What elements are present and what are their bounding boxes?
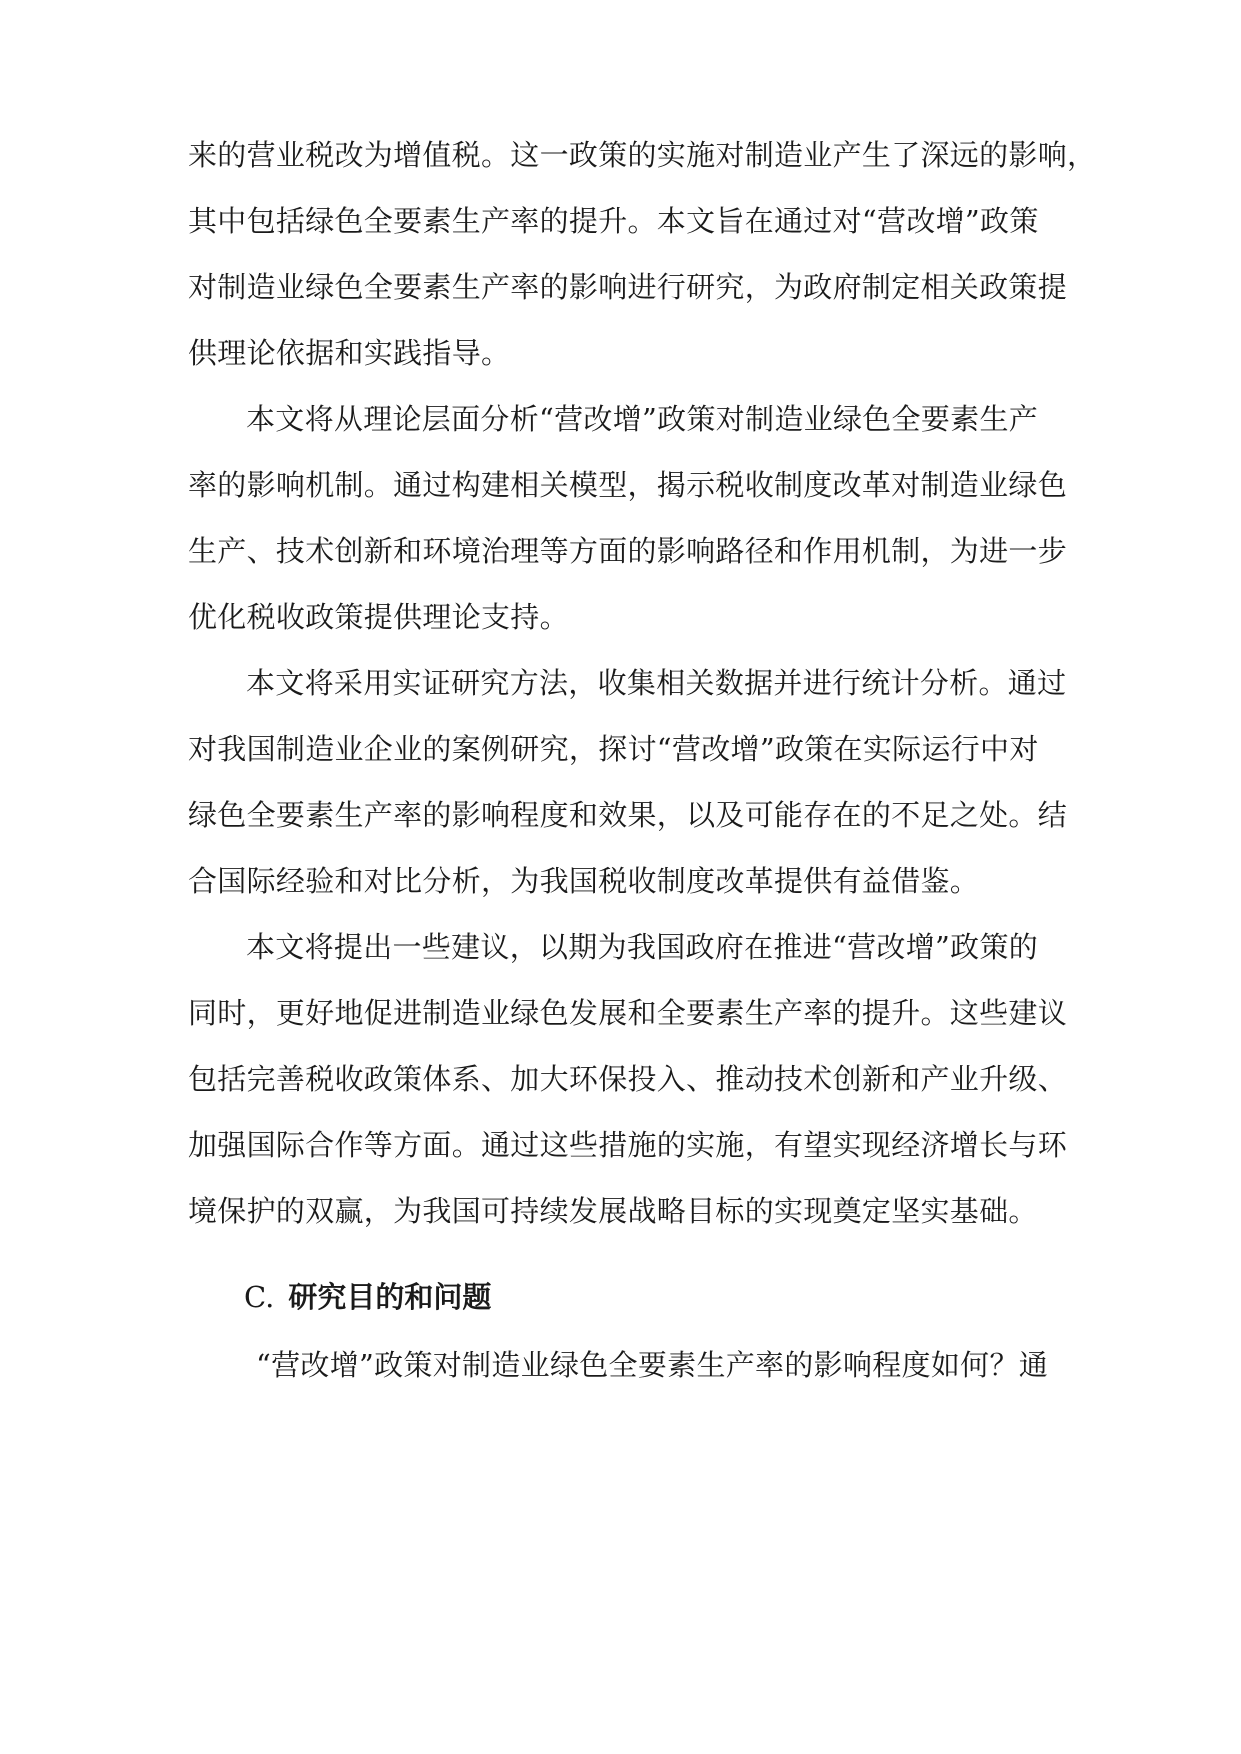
paragraph-4-line-4: 加强国际合作等方面。通过这些措施的实施，有望实现经济增长与环 bbox=[188, 1128, 1068, 1162]
paragraph-3-line-2: 对我国制造业企业的案例研究，探讨“营改增”政策在实际运行中对 bbox=[188, 732, 1039, 766]
paragraph-5-line-1: “营改增”政策对制造业绿色全要素生产率的影响程度如何？通 bbox=[256, 1348, 1049, 1382]
paragraph-1-line-2: 其中包括绿色全要素生产率的提升。本文旨在通过对“营改增”政策 bbox=[188, 204, 1039, 238]
paragraph-1-line-4: 供理论依据和实践指导。 bbox=[188, 336, 511, 370]
section-title: 研究目的和问题 bbox=[288, 1280, 492, 1314]
paragraph-1-line-3: 对制造业绿色全要素生产率的影响进行研究，为政府制定相关政策提 bbox=[188, 270, 1068, 304]
paragraph-1-line-1: 来的营业税改为增值税。这一政策的实施对制造业产生了深远的影响， bbox=[188, 138, 1097, 172]
paragraph-3-line-1: 本文将采用实证研究方法，收集相关数据并进行统计分析。通过 bbox=[246, 666, 1067, 700]
section-number: C. bbox=[244, 1280, 275, 1314]
paragraph-4-line-5: 境保护的双赢，为我国可持续发展战略目标的实现奠定坚实基础。 bbox=[188, 1194, 1038, 1228]
paragraph-4-line-2: 同时，更好地促进制造业绿色发展和全要素生产率的提升。这些建议 bbox=[188, 996, 1068, 1030]
paragraph-2-line-3: 生产、技术创新和环境治理等方面的影响路径和作用机制，为进一步 bbox=[188, 534, 1068, 568]
section-heading bbox=[244, 1279, 491, 1315]
paragraph-3-line-3: 绿色全要素生产率的影响程度和效果，以及可能存在的不足之处。结 bbox=[188, 798, 1068, 832]
paragraph-4-line-3: 包括完善税收政策体系、加大环保投入、推动技术创新和产业升级、 bbox=[188, 1062, 1068, 1096]
paragraph-4-line-1: 本文将提出一些建议，以期为我国政府在推进“营改增”政策的 bbox=[246, 930, 1039, 964]
paragraph-2-line-2: 率的影响机制。通过构建相关模型，揭示税收制度改革对制造业绿色 bbox=[188, 468, 1068, 502]
paragraph-3-line-4: 合国际经验和对比分析，为我国税收制度改革提供有益借鉴。 bbox=[188, 864, 980, 898]
paragraph-2-line-1: 本文将从理论层面分析“营改增”政策对制造业绿色全要素生产 bbox=[246, 402, 1039, 436]
paragraph-2-line-4: 优化税收政策提供理论支持。 bbox=[188, 600, 569, 634]
